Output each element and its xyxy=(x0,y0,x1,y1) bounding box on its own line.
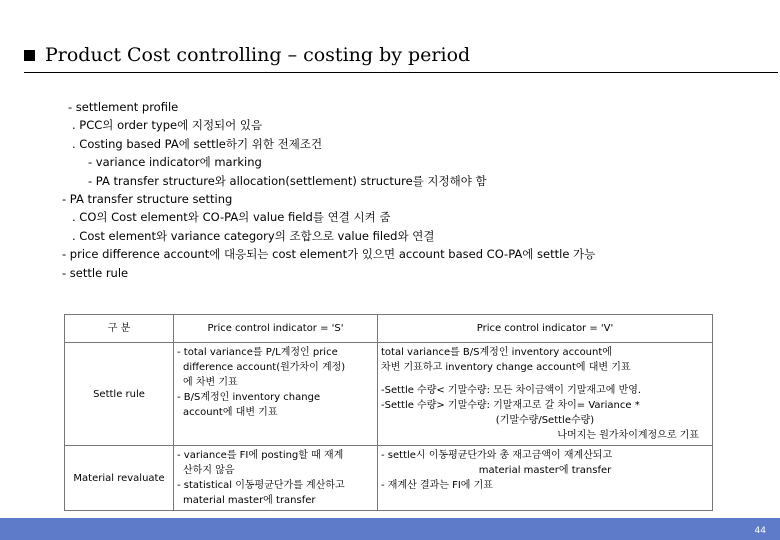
outline-line: - price difference account에 대응되는 cost element가 있으면 account based CO-PA에 settle 가능 xyxy=(62,247,596,262)
cell-line xyxy=(381,375,709,383)
table-header-row xyxy=(65,315,713,343)
outline-line: . Costing based PA에 settle하기 위한 전제조건 xyxy=(72,136,323,151)
cell-line: 차변 기표하고 inventory change account에 대변 기표 xyxy=(381,362,631,373)
cell-line: account에 대변 기표 xyxy=(183,407,278,418)
material-revaluate-s-cell xyxy=(174,446,378,511)
cell-line: - 재계산 결과는 FI에 기표 xyxy=(381,480,493,491)
cell-line: - B/S계정인 inventory change xyxy=(177,392,321,403)
header-price-control-s: Price control indicator = 'S' xyxy=(174,315,378,343)
cell-line: difference account(원가차이 계정) xyxy=(183,362,346,373)
table-row xyxy=(65,343,713,446)
slide-title: Product Cost controlling – costing by period xyxy=(45,44,471,66)
cell-line: - total variance를 P/L계정인 price xyxy=(177,347,338,358)
material-revaluate-v-cell xyxy=(378,446,713,511)
footer-bar xyxy=(0,518,780,540)
cell-line: - variance를 FI에 posting할 때 재계 xyxy=(177,450,344,461)
cell-line: - statistical 이동평균단가를 계산하고 xyxy=(177,480,345,491)
outline-line: - PA transfer structure setting xyxy=(62,192,233,207)
cell-line: -Settle 수량> 기말수량: 기말재고로 갈 차이= Variance * xyxy=(381,400,640,411)
title-divider xyxy=(24,72,778,73)
cell-line: material master에 transfer xyxy=(183,495,316,506)
slide-title-row xyxy=(24,44,470,66)
header-category: 구 분 xyxy=(65,315,174,343)
outline-line: . PCC의 order type에 지정되어 있음 xyxy=(72,118,263,133)
cell-line: material master에 transfer xyxy=(478,465,612,476)
settle-rule-s-cell xyxy=(174,343,378,446)
outline-line: . CO의 Cost element와 CO-PA의 value field를 연결 시켜 줌 xyxy=(72,210,391,225)
settle-rule-v-cell xyxy=(378,343,713,446)
outline-line: - settle rule xyxy=(62,265,129,280)
cell-line: total variance를 B/S계정인 inventory account에 xyxy=(381,347,612,358)
settle-rule-table xyxy=(64,314,713,511)
outline-line: - settlement profile xyxy=(68,100,179,114)
header-price-control-v: Price control indicator = 'V' xyxy=(378,315,713,343)
square-bullet-icon xyxy=(24,50,35,61)
cell-line: (기말수량/Settle수량) xyxy=(495,415,595,426)
outline-line: - variance indicator에 marking xyxy=(88,155,262,170)
cell-line: - settle시 이동평균단가와 총 재고금액이 재계산되고 xyxy=(381,450,613,461)
outline-line: - PA transfer structure와 allocation(settlement) structure를 지정해야 함 xyxy=(88,173,487,188)
bullet-outline xyxy=(62,98,768,282)
cell-line: 나머지는 원가차이계정으로 기표 xyxy=(557,430,699,441)
row-label-material-revaluate: Material revaluate xyxy=(65,446,174,511)
outline-line: . Cost element와 variance category의 조합으로 value filed와 연결 xyxy=(72,228,435,243)
cell-line: -Settle 수량< 기말수량: 모든 차이금액이 기말재고에 반영. xyxy=(381,385,642,396)
cell-line: 산하지 않음 xyxy=(183,465,235,476)
page-number: 44 xyxy=(754,526,766,536)
cell-line: 에 차변 기표 xyxy=(183,377,238,388)
table-row xyxy=(65,446,713,511)
row-label-settle-rule: Settle rule xyxy=(65,343,174,446)
